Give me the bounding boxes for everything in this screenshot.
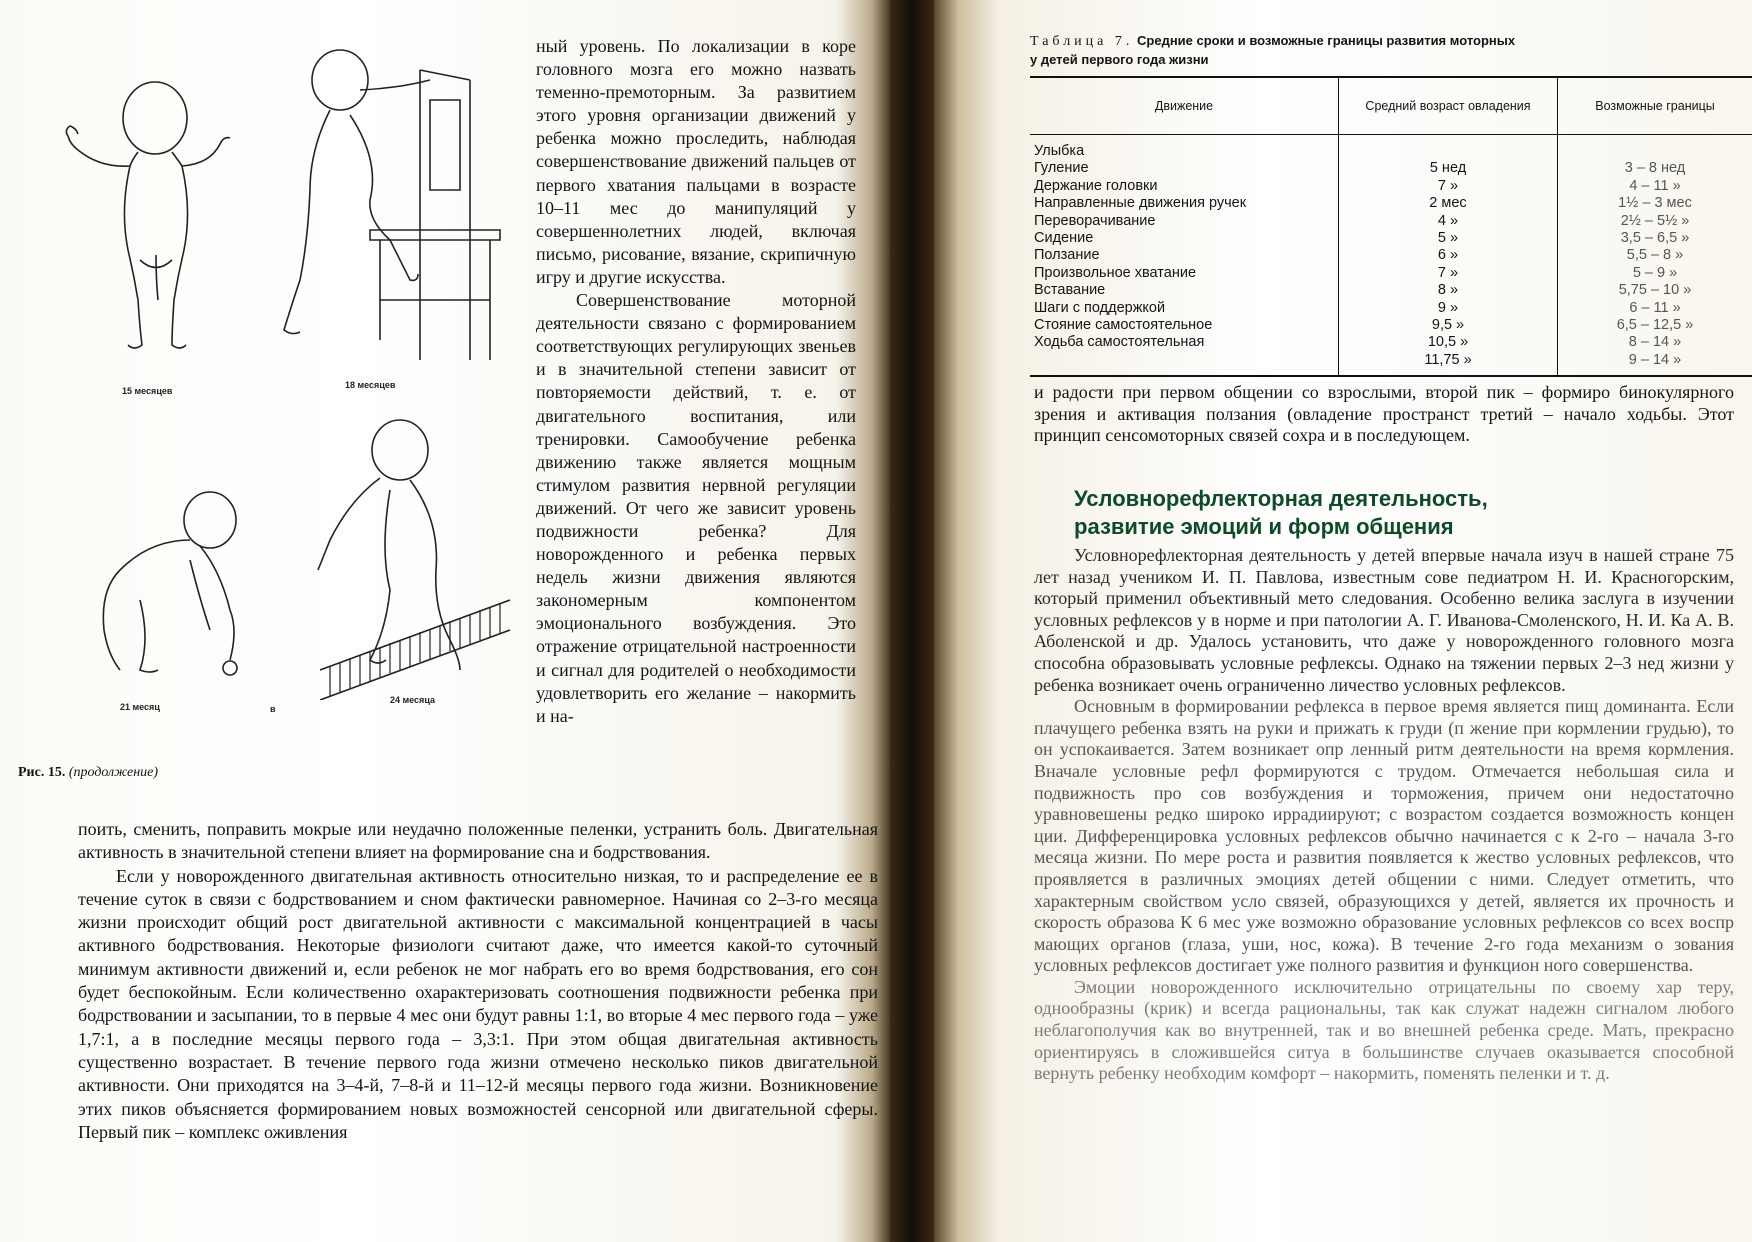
table-row bbox=[1030, 178, 1752, 195]
table-cell: Направленные движения ручек bbox=[1034, 195, 1247, 212]
table-cell: 9 » bbox=[1339, 300, 1558, 317]
table-cell: 5,75 – 10 » bbox=[1558, 282, 1752, 299]
table-row bbox=[1030, 282, 1752, 299]
table-cell: Держание головки bbox=[1034, 177, 1158, 194]
table-cell: Произвольное хватание bbox=[1034, 264, 1197, 281]
table-row bbox=[1030, 352, 1752, 376]
column-paragraph: Совершенствование моторной деятельности связано с формированием соответствующих регулирующих звеньев и в значительной степени зависит от повторяемости действий, т. е. от двигательного воспитания, или тренировки. Самообучение ребенка движению также является мощным стимулом развития нервной регуляции движений. От чего же зависит уровень подвижности ребенка? Для новорожденного и ребенка первых недель жизни движения являются закономерным компонентом эмоционального возбуждения. Это отражение отрицательной настроенности и сигнал для родителей о необходимости удовлетворить его желание – накормить и на- bbox=[536, 290, 856, 726]
book-gutter bbox=[890, 0, 934, 1242]
heading-line: Условнорефлекторная деятельность, bbox=[1074, 486, 1488, 511]
table-cell bbox=[1339, 135, 1558, 161]
column-paragraph: ный уровень. По локализации в коре головного мозга его можно назвать теменно-премоторным. За развитием этого уровня организации движений у ребенка можно проследить, наблюдая совершенствование движений пальцев от первого хватания пальцами в возрасте 10–11 мес до манипуляций у совершеннолетних людей, включая письмо, рисование, вязание, скрипичную игру и другие искусства. bbox=[536, 36, 856, 287]
child-15-months-illustration bbox=[60, 60, 250, 360]
table-cell: 5,5 – 8 » bbox=[1558, 247, 1752, 264]
table-cell: Улыбка bbox=[1034, 143, 1085, 159]
table-number: Таблица 7. bbox=[1030, 34, 1134, 49]
table-row bbox=[1030, 213, 1752, 230]
table-cell: 6 » bbox=[1339, 247, 1558, 264]
body-paragraph: и радости при первом общении со взрослыми, второй пик – формиро бинокулярного зрения и активация ползания (овладение пространст третий – начало ходьбы. Этот принцип сенсомоторных связей сохра и в последующем. bbox=[1034, 382, 1734, 446]
table-row bbox=[1030, 195, 1752, 212]
table-cell bbox=[1558, 135, 1752, 161]
table-header: Средний возраст овладения bbox=[1339, 77, 1558, 135]
table-row bbox=[1030, 135, 1752, 161]
right-page bbox=[934, 0, 1752, 1242]
caption-24-months: 24 месяца bbox=[390, 695, 435, 705]
table-cell: 11,75 » bbox=[1339, 352, 1558, 376]
table-cell: 3 – 8 нед bbox=[1558, 160, 1752, 177]
table-cell: 5 » bbox=[1339, 230, 1558, 247]
caption-letter: в bbox=[270, 704, 276, 714]
table-cell: 6,5 – 12,5 » bbox=[1558, 317, 1752, 334]
body-paragraph: поить, сменить, поправить мокрые или неудачно положенные пеленки, устранить боль. Двигательная активность в значительной степени влияет на формирование сна и бодрствования. bbox=[78, 819, 878, 863]
table-title-line1: Средние сроки и возможные границы развития моторных bbox=[1137, 33, 1516, 48]
figure-15 bbox=[60, 40, 530, 800]
table-cell: 3,5 – 6,5 » bbox=[1558, 230, 1752, 247]
body-paragraph: Если у новорожденного двигательная активность относительно низкая, то и распределение ее в течение суток в связи с бодрствованием и сном фактически равномерное. Начиная со 2–3-го месяца жизни происходит общий рост двигательной активности с максимальной концентрацией в часы активного бодрствования. Некоторые физиологи считают даже, что имеется какой-то суточный минимум активности движений и, если ребенок не мог набрать его во время бодрствования, его сон будет беспокойным. Если количественно охарактеризовать соотношения подвижности ребенка при бодрствовании и засыпании, то в первые 4 мес они будут равны 1:1, во вторые 4 мес первого года – уже 1,7:1, а в последние месяцы первого года – 3,3:1. При этом общая двигательная активность существенно возрастает. В течение первого года жизни отмечено несколько пиков двигательной активности. Они приходятся на 3–4-й, 7–8-й и 11–12-й месяцы первого года жизни. Возникновение этих пиков объясняется формированием новых возможностей сенсорной или двигательной сферы. Первый пик – комплекс оживления bbox=[78, 865, 878, 1142]
table-cell: Вставание bbox=[1034, 282, 1106, 299]
table-cell: Шаги с поддержкой bbox=[1034, 299, 1166, 316]
motor-development-table bbox=[1030, 76, 1752, 377]
table-title-line2: у детей первого года жизни bbox=[1030, 52, 1209, 67]
table-cell: 8 » bbox=[1339, 282, 1558, 299]
body-paragraph: Условнорефлекторная деятельность у детей впервые начала изуч в нашей стране 75 лет назад учеником И. П. Павлова, известным сове педиатром Н. И. Красногорским, который применил объективный мето следования. Особенно велика заслуга в изучении условных рефлексов у в норме и при патологии А. Г. Иванова-Смоленского, Н. И. Ка А. В. Аболенской и др. Удалось установить, что даже у новорожденного головного мозга способна образовывать условные рефлексы. Однако на тяжении первых 2–3 нед жизни у ребенка возникает очень ограниченно личество условных рефлексов. bbox=[1034, 545, 1734, 695]
figure-number: Рис. 15. bbox=[18, 765, 66, 780]
right-body-text bbox=[1034, 545, 1734, 1085]
caption-18-months: 18 месяцев bbox=[345, 380, 396, 390]
heading-line: развитие эмоций и форм общения bbox=[1074, 514, 1454, 539]
caption-15-months: 15 месяцев bbox=[122, 386, 173, 396]
figure-label bbox=[18, 765, 158, 781]
table-cell: Стояние самостоятельное bbox=[1034, 317, 1213, 334]
table-cell: 6 – 11 » bbox=[1558, 300, 1752, 317]
section-heading bbox=[1074, 485, 1488, 541]
table-cell: Сидение bbox=[1034, 230, 1094, 247]
table-title bbox=[1030, 32, 1750, 69]
table-cell: Переворачивание bbox=[1034, 212, 1156, 229]
table-cell: 9,5 » bbox=[1339, 317, 1558, 334]
caption-21-months: 21 месяц bbox=[120, 702, 160, 712]
table-cell: 8 – 14 » bbox=[1558, 334, 1752, 351]
table-cell: 7 » bbox=[1339, 265, 1558, 282]
table-cell: 10,5 » bbox=[1339, 334, 1558, 351]
table-row bbox=[1030, 265, 1752, 282]
table-cell: 1½ – 3 мес bbox=[1558, 195, 1752, 212]
table-cell: Гуление bbox=[1034, 160, 1089, 177]
table-row bbox=[1030, 230, 1752, 247]
table-cell: Ползание bbox=[1034, 247, 1100, 264]
child-21-months-illustration bbox=[80, 480, 280, 680]
table-cell: 4 – 11 » bbox=[1558, 178, 1752, 195]
table-cell: 9 – 14 » bbox=[1558, 352, 1752, 376]
table-cell: 2 мес bbox=[1339, 195, 1558, 212]
child-18-months-illustration bbox=[270, 40, 510, 370]
table-row bbox=[1030, 300, 1752, 317]
table-row bbox=[1030, 160, 1752, 177]
table-header: Движение bbox=[1030, 77, 1339, 135]
body-paragraph: Основным в формировании рефлекса в первое время является пищ доминанта. Если плачущего ребенка взять на руки и прижать к груди (п жение при кормлении грудью), то он успокаивается. Затем возникает опр ленный ритм деятельности на время кормления. Вначале условные рефл формируются с трудом. Отмечается небольшая сила и подвижность про сов возбуждения и торможения, причем они недостаточно уравновешены редко широко иррадиируют; с возрастом создается возможность концен ции. Дифференцировка условных рефлексов обычно начинается с к 2-го – начала 3-го месяца жизни. По мере роста и развития появляется к жество условных рефлексов, что проявляется в различных эмоциях детей общении с ними. Следует отметить, что характерным свойством усло связей, образующихся у детей, является их прочность и скорость образова К 6 мес уже возможно образование условных рефлексов со всех воспр мающих органов (глаза, уши, нос, кожа). В течение 2-го года механизм о зования условных рефлексов достигает уже полного развития и функцион ного совершенства. bbox=[1034, 696, 1734, 976]
figure-note: (продолжение) bbox=[68, 765, 159, 780]
table-header: Возможные границы bbox=[1558, 77, 1752, 135]
table-cell: 2½ – 5½ » bbox=[1558, 213, 1752, 230]
child-24-months-illustration bbox=[310, 410, 530, 700]
table-row bbox=[1030, 334, 1752, 351]
table-cell: 5 – 9 » bbox=[1558, 265, 1752, 282]
table-cell bbox=[1030, 352, 1339, 376]
left-full-width-text bbox=[78, 818, 878, 1144]
body-paragraph: Эмоции новорожденного исключительно отрицательны по своему хар теру, однообразны (крик) и всегда рациональны, так как служат надежн сигналом любого неблагополучия как во внутренней, так и во внешней ребенка среде. Мать, прекрасно ориентируясь в сложившейся ситуа в большинстве случаев оказывается способной вернуть ребенку необходим комфорт – накормить, поменять пеленки и т. д. bbox=[1034, 976, 1734, 1084]
table-cell: 5 нед bbox=[1339, 160, 1558, 177]
table-row bbox=[1030, 247, 1752, 264]
left-column-text bbox=[536, 35, 856, 728]
table-cell: 7 » bbox=[1339, 178, 1558, 195]
text-after-table bbox=[1034, 382, 1734, 447]
table-row bbox=[1030, 317, 1752, 334]
table-cell: 4 » bbox=[1339, 213, 1558, 230]
table-cell: Ходьба самостоятельная bbox=[1034, 334, 1205, 351]
